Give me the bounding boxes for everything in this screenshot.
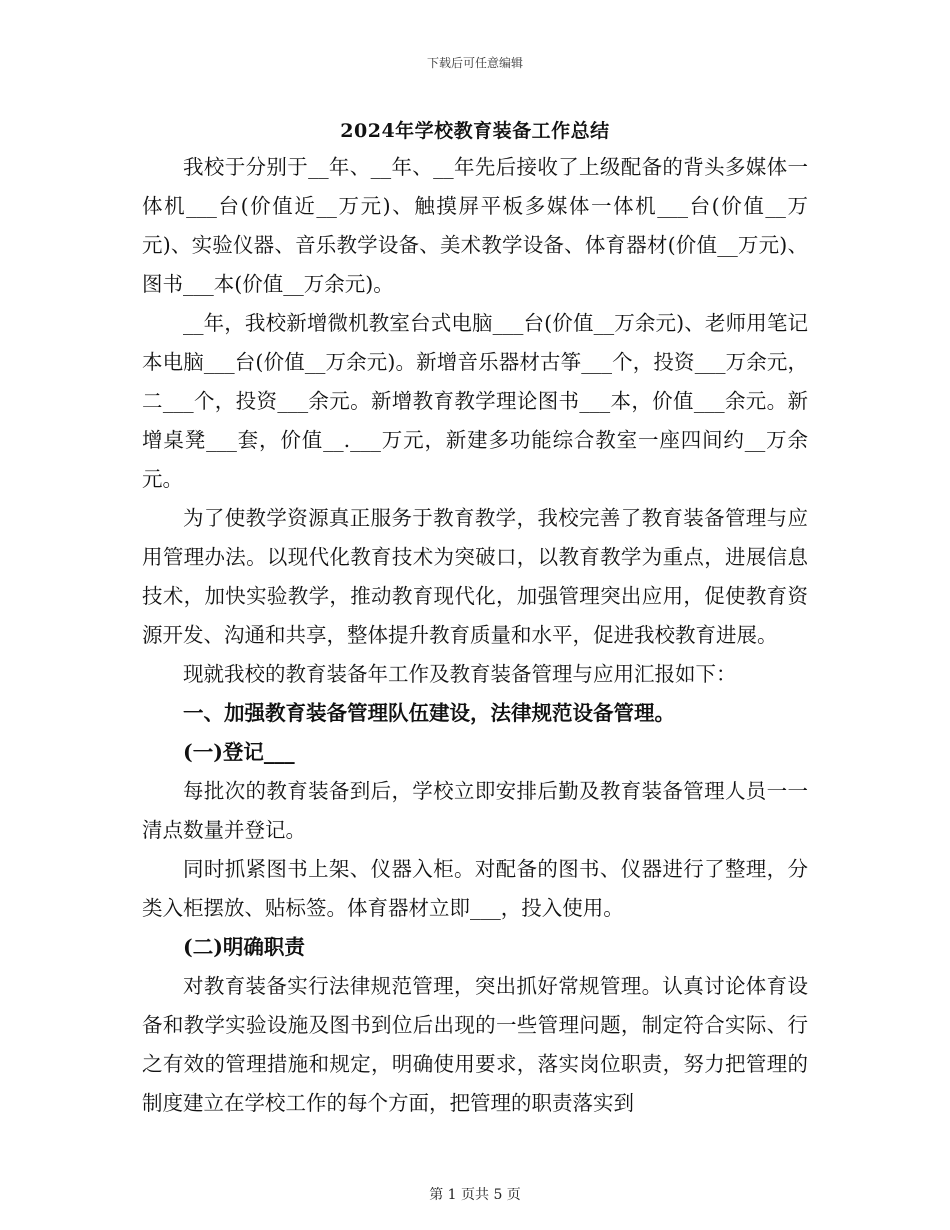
paragraph-new-equipment: __年，我校新增微机教室台式电脑___台(价值__万余元)、老师用笔记本电脑___台(价值__万余元)。新增音乐器材古筝___个，投资___万余元，二___个，投资___余元。新增教育教学理论图书___本，价值___余元。新增桌凳___套，价值__.___万元，新建多功能综合教室一座四间约__万余元。 xyxy=(142,311,808,491)
section-heading-1: 一、加强教育装备管理队伍建设，法律规范设备管理。 xyxy=(183,701,675,725)
paragraph-responsibilities: 对教育装备实行法律规范管理，突出抓好常规管理。认真讨论体育设备和教学实验设施及图书到位后出现的一些管理问题，制定符合实际、行之有效的管理措施和规定，明确使用要求，落实岗位职责，努力把管理的制度建立在学校工作的每个方面，把管理的职责落实到 xyxy=(142,974,808,1115)
document-title: 2024年学校教育装备工作总结 xyxy=(340,120,610,142)
paragraph-report-intro: 现就我校的教育装备年工作及教育装备管理与应用汇报如下： xyxy=(183,662,737,686)
subsection-heading-responsibilities: (二)明确职责 xyxy=(183,935,305,959)
document-body xyxy=(142,148,808,1123)
subsection-heading-registration: (一)登记___ xyxy=(183,740,295,764)
paragraph-equipment-received: 我校于分别于__年、__年、__年先后接收了上级配备的背头多媒体一体机___台(价值近__万元)、触摸屏平板多媒体一体机___台(价值__万元)、实验仪器、音乐教学设备、美术教学设备、体育器材(价值__万元)、图书___本(价值__万余元)。 xyxy=(142,155,808,296)
paragraph-registration: 每批次的教育装备到后，学校立即安排后勤及教育装备管理人员一一清点数量并登记。 xyxy=(142,779,808,842)
paragraph-management-purpose: 为了使教学资源真正服务于教育教学，我校完善了教育装备管理与应用管理办法。以现代化教育技术为突破口，以教育教学为重点，进展信息技术，加快实验教学，推动教育现代化，加强管理突出应用，促使教育资源开发、沟通和共享，整体提升教育质量和水平，促进我校教育进展。 xyxy=(142,506,808,647)
page-header: 下载后可任意编辑 xyxy=(426,56,523,70)
page-footer: 第 1 页共 5 页 xyxy=(429,1187,521,1203)
paragraph-shelving: 同时抓紧图书上架、仪器入柜。对配备的图书、仪器进行了整理，分类入柜摆放、贴标签。体育器材立即___，投入使用。 xyxy=(142,857,808,920)
